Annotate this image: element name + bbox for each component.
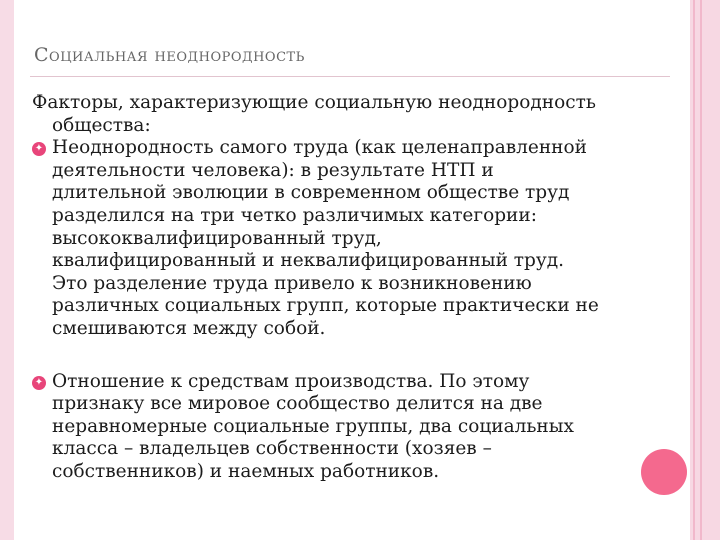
diamond-bullet-icon: ✦ [32,376,46,390]
title-divider [30,76,670,77]
slide-title: Социальная неоднородность [34,44,305,66]
bullet-line: высококвалифицированный труд, [52,227,382,249]
bullet-item-labor [32,137,702,340]
bullet-line: неравномерные социальные группы, два социальных [52,415,574,437]
diamond-bullet-icon: ✦ [32,142,46,156]
bullet-line: класса – владельцев собственности (хозяев – [52,438,492,460]
bullet-line: Это разделение труда привело к возникновению [52,272,532,294]
intro-paragraph [32,92,702,137]
bullet-item-ownership [32,371,702,484]
bullet-line: различных социальных групп, которые практически не [52,295,599,317]
bullet-line: признаку все мировое сообщество делится на две [52,393,543,415]
bullet-line: квалифицированный и неквалифицированный труд. [52,250,565,272]
intro-line: Факторы, характеризующие социальную неоднородность [32,92,596,113]
bullet-line: Неоднородность самого труда (как целенаправленной [52,137,587,159]
decorative-circle [641,449,687,495]
bullet-line: Отношение к средствам производства. По этому [52,370,530,392]
bullet-line: длительной эволюции в современном обществе труд [52,182,570,204]
bullet-line: деятельности человека): в результате НТП и [52,159,494,181]
intro-line: общества: [52,114,151,136]
bullet-line: собственников) и наемных работников. [52,460,440,482]
bullet-line: смешиваются между собой. [52,317,326,339]
left-frame-border [0,0,14,540]
slide-body [32,92,702,484]
bullet-line: разделился на три четко различимых категории: [52,204,537,226]
